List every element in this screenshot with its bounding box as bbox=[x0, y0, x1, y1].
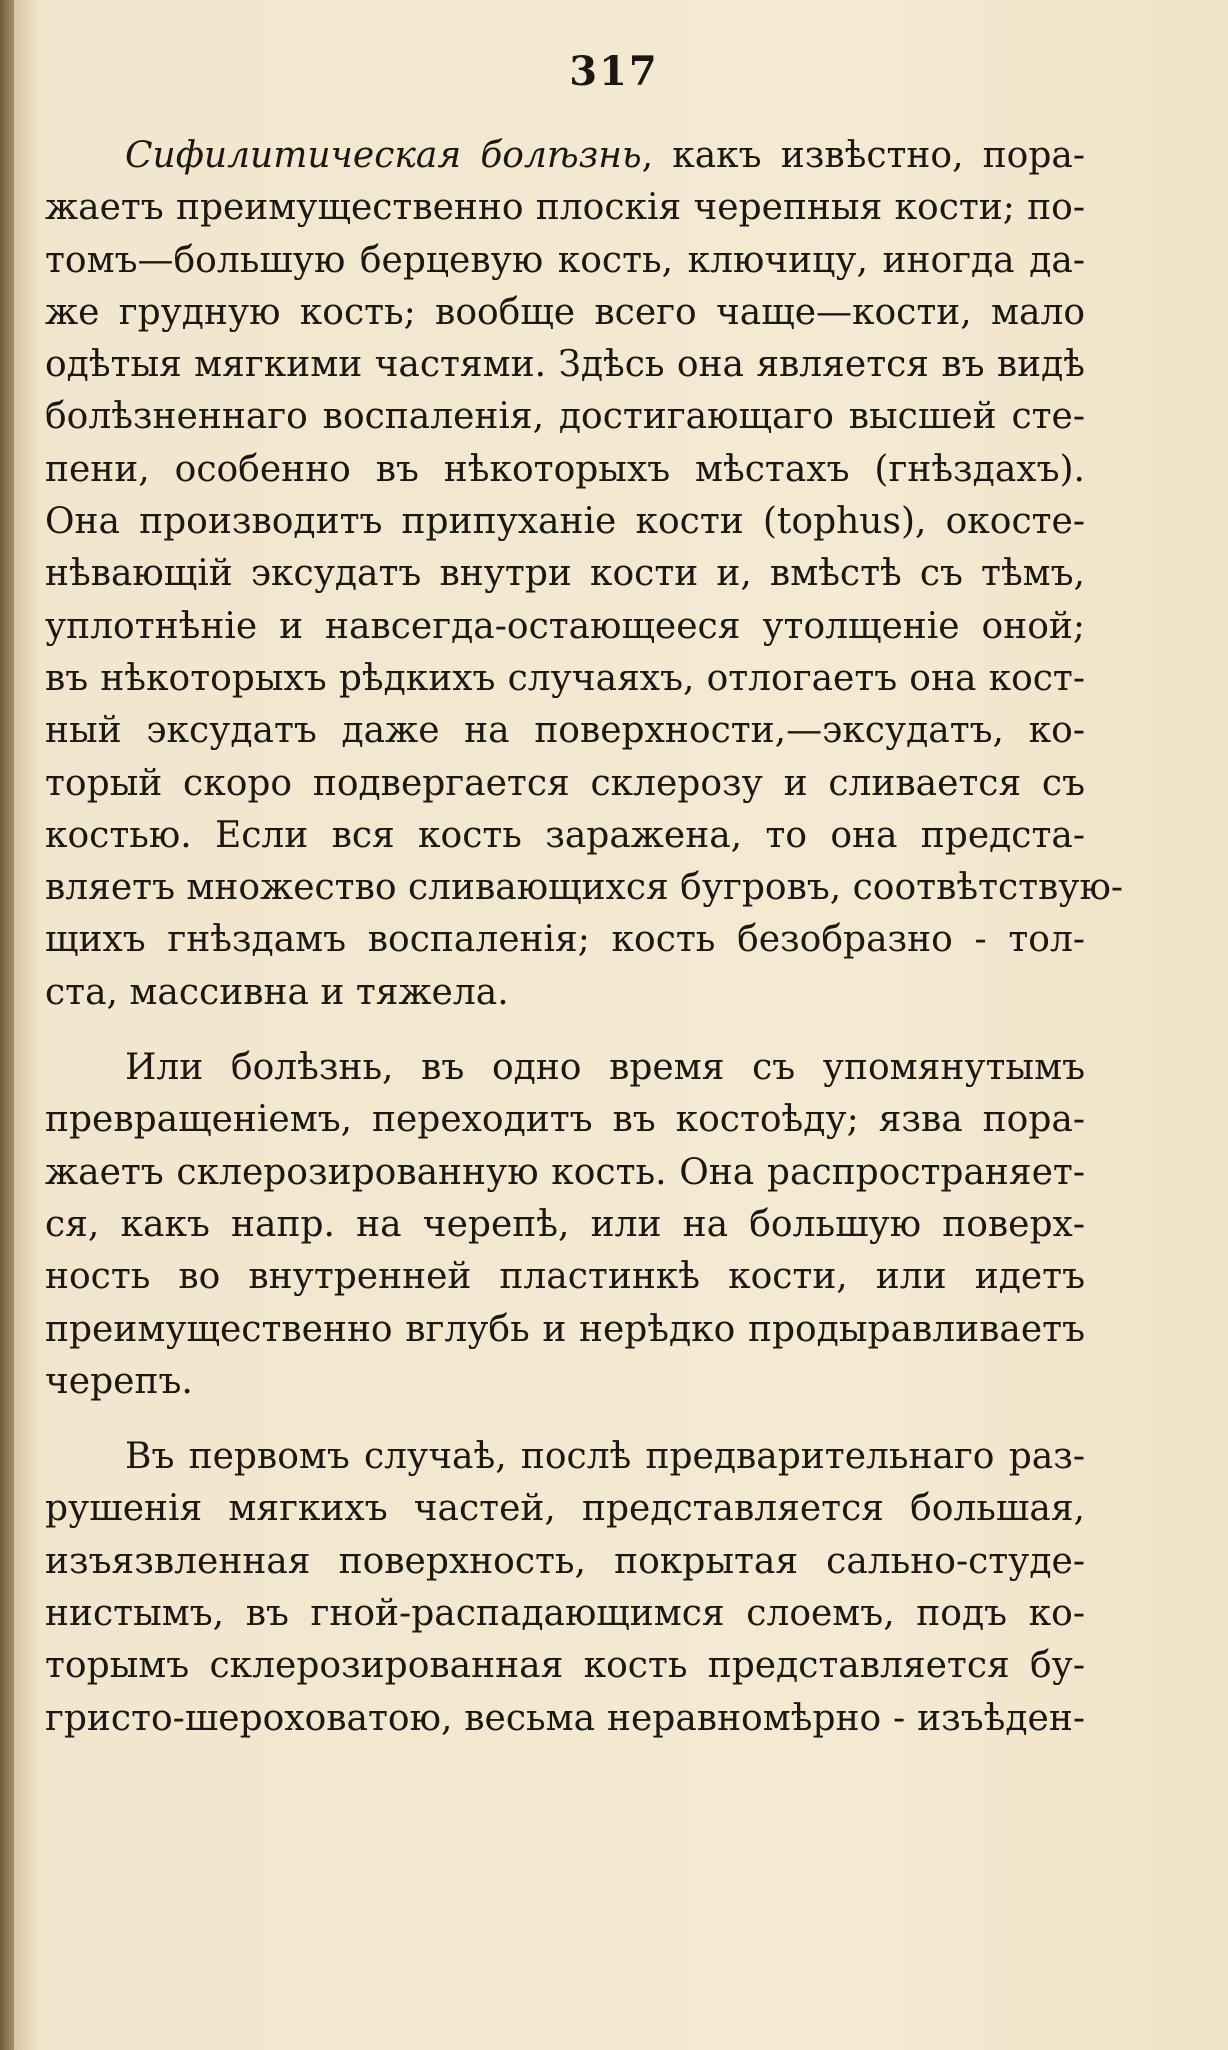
text-line: изъязвленная поверхность, покрытая сально-студе- bbox=[45, 1540, 1085, 1582]
text-line: въ нѣкоторыхъ рѣдкихъ случаяхъ, отлогаетъ она кост- bbox=[45, 657, 1085, 699]
text-line: торый скоро подвергается склерозу и сливается съ bbox=[45, 762, 1085, 804]
text-line: нѣвающій эксудатъ внутри кости и, вмѣстѣ съ тѣмъ, bbox=[45, 553, 1085, 595]
text-line: вляетъ множество сливающихся бугровъ, соотвѣтствую- bbox=[45, 867, 1123, 909]
text-line: превращеніемъ, переходитъ въ костоѣду; язва пора- bbox=[45, 1099, 1085, 1141]
book-spine-shadow bbox=[0, 0, 14, 2050]
text-line: гристо-шероховатою, весьма неравномѣрно - изъѣден- bbox=[45, 1697, 1085, 1739]
text-line: пени, особенно въ нѣкоторыхъ мѣстахъ (гнѣздахъ). bbox=[45, 448, 1085, 490]
text-line: Она производитъ припуханіе кости (tophus), окосте- bbox=[45, 501, 1085, 543]
text-line: щихъ гнѣздамъ воспаленія; кость безобразно - тол- bbox=[45, 919, 1085, 961]
text-line: торымъ склерозированная кость представляется бу- bbox=[45, 1645, 1085, 1687]
text-line: болѣзненнаго воспаленія, достигающаго высшей сте- bbox=[45, 396, 1085, 438]
text-line: Или болѣзнь, въ одно время съ упомянутымъ bbox=[125, 1047, 1085, 1089]
text-line: преимущественно вглубь и нерѣдко продыравливаетъ bbox=[45, 1308, 1085, 1350]
text-line: ность во внутренней пластинкѣ кости, или идетъ bbox=[45, 1256, 1085, 1298]
body-text bbox=[45, 135, 1123, 1753]
text-line-rest: , какъ извѣстно, пора- bbox=[641, 135, 1085, 176]
italic-term: Сифилитическая болѣзнь bbox=[125, 135, 642, 176]
text-line: черепъ. bbox=[45, 1360, 193, 1402]
text-line bbox=[45, 135, 1085, 190]
text-line: же грудную кость; вообще всего чаще—кости, мало bbox=[45, 291, 1085, 333]
text-line: ный эксудатъ даже на поверхности,—эксудатъ, ко- bbox=[45, 710, 1085, 752]
page-number: 317 bbox=[569, 48, 659, 95]
text-line: томъ—большую берцевую кость, ключицу, иногда да- bbox=[45, 239, 1085, 281]
text-line: рушенія мягкихъ частей, представляется большая, bbox=[45, 1488, 1085, 1530]
text-line: жаетъ преимущественно плоскія черепныя кости; по- bbox=[45, 187, 1085, 229]
text-line: ста, массивна и тяжела. bbox=[45, 971, 509, 1013]
text-line: уплотнѣніе и навсегда-остающееся утолщеніе оной; bbox=[45, 605, 1085, 647]
text-line: нистымъ, въ гной-распадающимся слоемъ, подъ ко- bbox=[45, 1593, 1085, 1635]
text-line: костью. Если вся кость заражена, то она предста- bbox=[45, 814, 1085, 856]
text-line: одѣтыя мягкими частями. Здѣсь она является въ видѣ bbox=[45, 344, 1085, 386]
text-line: жаетъ склерозированную кость. Она распространяет- bbox=[45, 1151, 1085, 1193]
text-line: Въ первомъ случаѣ, послѣ предварительнаго раз- bbox=[125, 1436, 1085, 1478]
text-line: ся, какъ напр. на черепѣ, или на большую поверх- bbox=[45, 1203, 1085, 1245]
